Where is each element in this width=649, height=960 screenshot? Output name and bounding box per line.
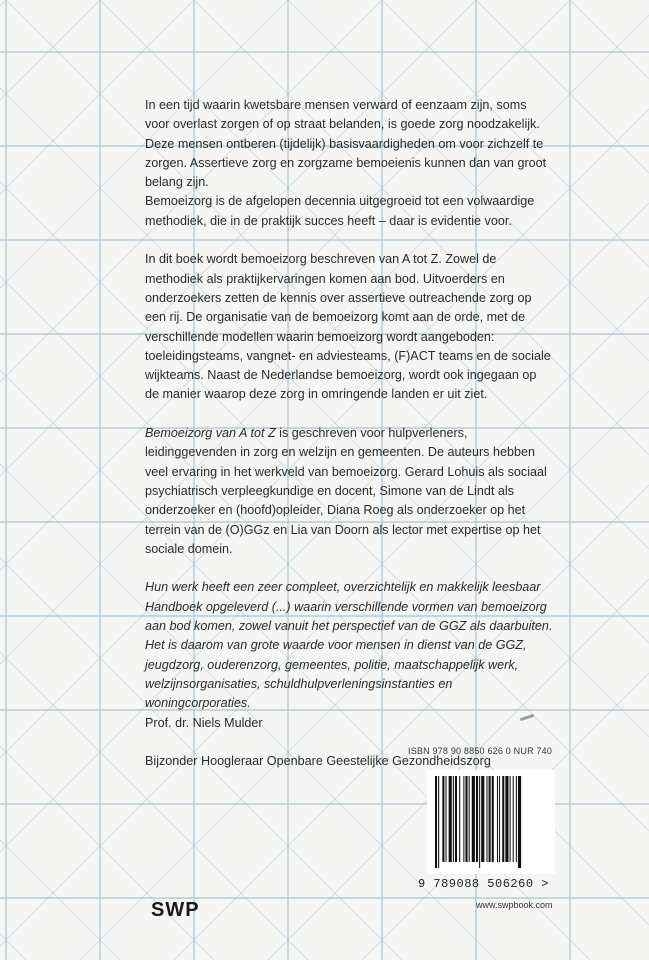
grid-line	[0, 0, 26, 960]
quote-text: Hun werk heeft een zeer compleet, overzichtelijk en makkelijk leesbaar Handboek opgeleverd (...) waarin verschillende vormen van bemoeizorg aan bod komen, zowel vanuit het perspectief van de GGZ als daarbuiten. Het is daarom van grote waarde voor mensen in dienst van de GGZ, jeugdzorg, ouderenzorg, gemeentes, politie, maatschappelijk werk, welzijnsorganisaties, schuldhulpverleningsinstanties en woningcorporaties.	[145, 580, 553, 711]
barcode-bar	[518, 776, 521, 868]
grid-line	[570, 0, 649, 960]
intro-paragraph	[145, 96, 553, 231]
authors-paragraph	[145, 424, 553, 559]
barcode-bar	[446, 776, 447, 862]
barcode-bar	[516, 776, 517, 862]
intro-text-2: Bemoeizorg is de afgelopen decennia uitgegroeid tot een volwaardige methodiek, die in de praktijk succes heeft – daar is evidentie voor.	[145, 194, 535, 228]
barcode-bar	[459, 776, 460, 862]
barcode-bar	[499, 776, 500, 862]
barcode-bar	[463, 776, 464, 862]
barcode-bar	[489, 776, 491, 862]
barcode-bar	[455, 776, 457, 862]
barcode-bar	[513, 776, 514, 862]
barcode-bar	[492, 776, 494, 862]
barcode-bar	[481, 776, 484, 862]
barcode-bar	[438, 776, 439, 868]
quote-author-title: Bijzonder Hoogleraar Openbare Geestelijke Gezondheidszorg	[145, 754, 491, 769]
barcode-bar	[497, 776, 498, 862]
quote-paragraph	[145, 578, 553, 713]
barcode-bar	[469, 776, 470, 862]
barcode-bar	[502, 776, 504, 862]
publisher-url: www.swpbook.com	[476, 900, 553, 910]
barcode-bar	[449, 776, 452, 862]
barcode-bar	[486, 776, 487, 862]
barcode-bar	[476, 776, 478, 862]
description-paragraph: In dit boek wordt bemoeizorg beschreven van A tot Z. Zowel de methodiek als praktijkervaringen komen aan bod. Uitvoerders en onderzoekers zetten de kennis over assertieve outreachende zorg op een rij. De organisatie van de bemoeizorg komt aan de orde, met de verschillende modellen waarin bemoeizorg wordt aangeboden: toeleidingsteams, vangnet- en adviesteams, (F)ACT teams en de sociale wijkteams. Naast de Nederlandse bemoeizorg, wordt ook ingegaan op de manier waarop deze zorg in omringende landen er uit ziet.	[145, 252, 551, 402]
barcode-bar	[465, 776, 467, 862]
barcode-bar	[435, 776, 437, 868]
barcode	[427, 770, 555, 874]
barcode-bar	[442, 776, 444, 862]
barcode-bar	[472, 776, 475, 862]
barcode-digits: 9 789088 506260 >	[418, 877, 549, 891]
authors-text: is geschreven voor hulpverleners, leidinggevenden in zorg en welzijn en gemeenten. De auteurs hebben veel ervaring in het werkveld van bemoeizorg. Gerard Lohuis als sociaal psychiatrisch verpleegkundige en docent, Simone van de Lindt als onderzoeker en (hoofd)opleider, Diana Roeg als onderzoeker op het terrein van de (O)GGz en Lia van Doorn als lector met expertise op het sociale domein.	[145, 426, 547, 556]
intro-text: In een tijd waarin kwetsbare mensen verward of eenzaam zijn, soms voor overlast zorgen of op straat belanden, is goede zorg noodzakelijk. Deze mensen ontberen (tijdelijk) basisvaardigheden om voor zichzelf te zorgen. Assertieve zorg en zorgzame bemoeienis kunnen dan van groot belang zijn.	[145, 98, 547, 190]
quote-author: Prof. dr. Niels Mulder	[145, 715, 263, 730]
barcode-bars	[433, 776, 549, 868]
barcode-bar	[505, 776, 508, 862]
barcode-bar	[510, 776, 511, 862]
isbn-label: ISBN 978 90 8850 626 0 NUR 740	[408, 746, 553, 756]
grid-line	[0, 0, 6, 960]
grid-line	[0, 0, 120, 960]
publisher-logo: SWP	[151, 899, 200, 921]
barcode-bar	[479, 776, 480, 868]
book-title: Bemoeizorg van A tot Z	[145, 426, 276, 441]
back-cover-text	[145, 96, 553, 791]
barcode-bar	[453, 776, 454, 862]
